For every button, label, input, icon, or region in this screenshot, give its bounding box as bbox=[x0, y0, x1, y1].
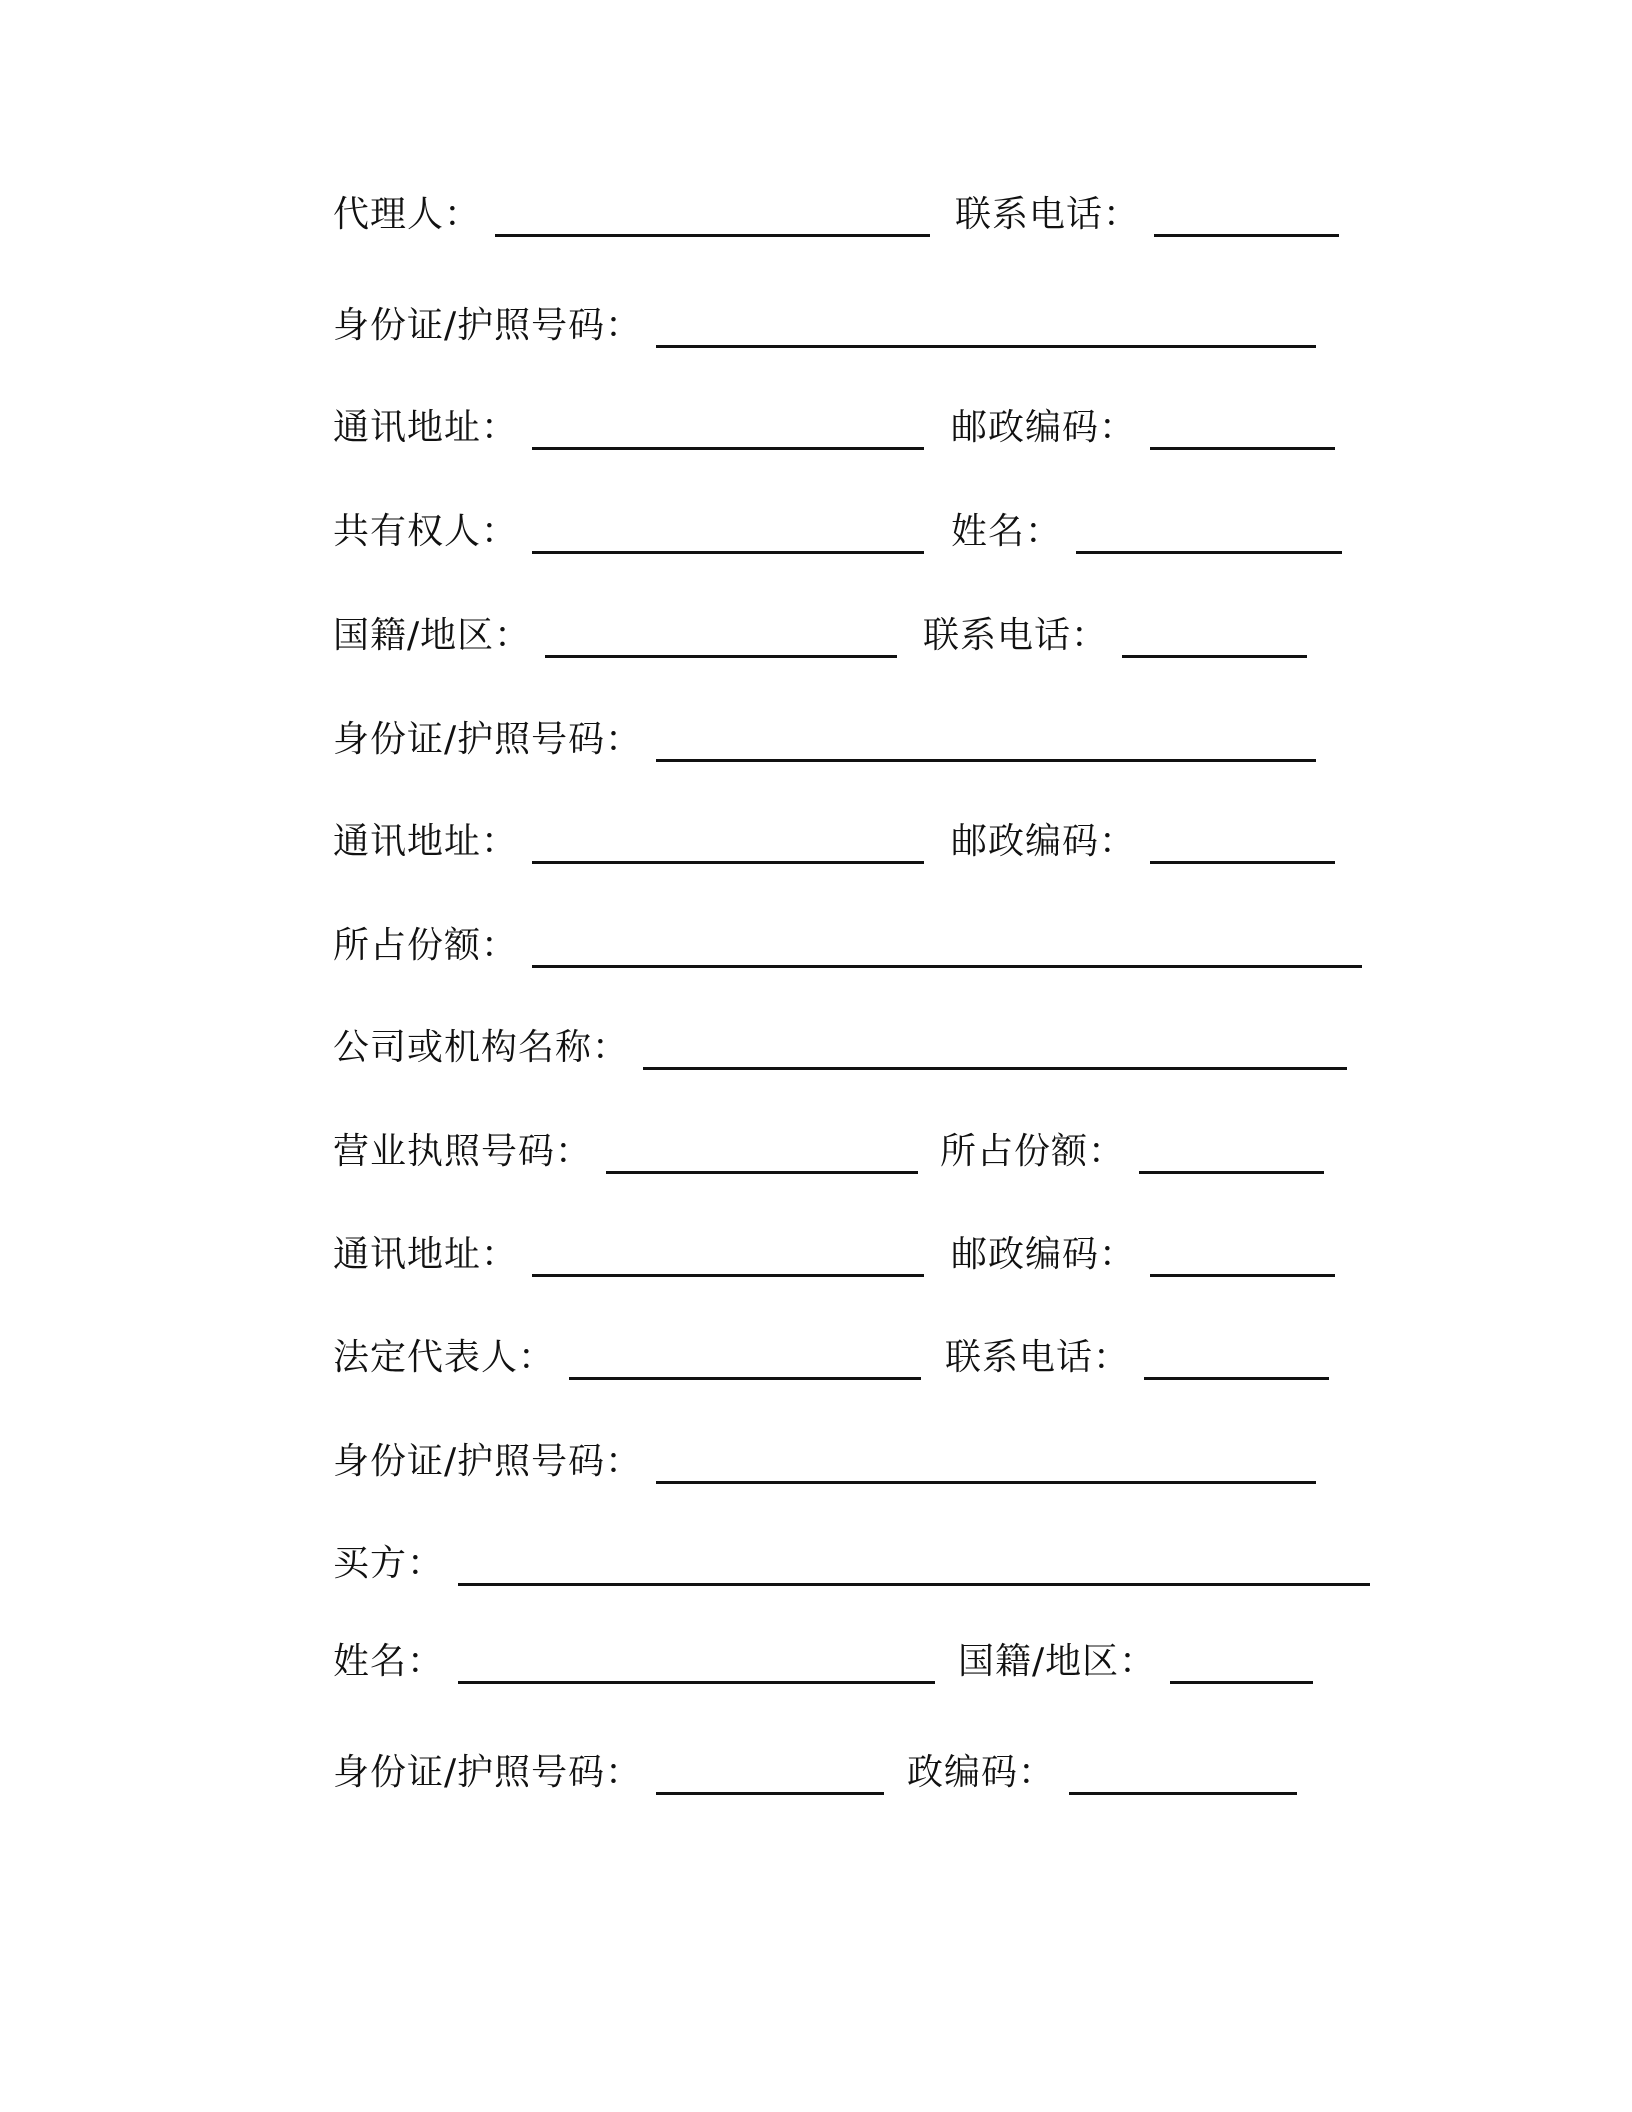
agent-address-label: 通讯地址： bbox=[333, 407, 519, 448]
legal-rep-id-label: 身份证/护照号码： bbox=[333, 1441, 643, 1482]
legal-rep-id-blank[interactable] bbox=[656, 1481, 1316, 1484]
buyer-nationality-label: 国籍/地区： bbox=[958, 1641, 1157, 1682]
buyer-id-blank[interactable] bbox=[656, 1792, 884, 1795]
co-owner-address-label: 通讯地址： bbox=[333, 821, 519, 862]
co-owner-address-blank[interactable] bbox=[532, 861, 924, 864]
buyer-postcode-field bbox=[907, 1743, 1297, 1803]
agent-phone-field bbox=[955, 185, 1339, 245]
buyer-name-field bbox=[333, 1632, 935, 1692]
buyer-blank[interactable] bbox=[458, 1583, 1370, 1586]
buyer-name-blank[interactable] bbox=[458, 1681, 935, 1684]
agent-blank[interactable] bbox=[495, 234, 930, 237]
co-owner-name-blank[interactable] bbox=[1076, 551, 1342, 554]
agent-address-field bbox=[333, 398, 924, 458]
co-owner-name-label: 姓名： bbox=[951, 511, 1063, 552]
company-postcode-blank[interactable] bbox=[1150, 1274, 1335, 1277]
business-license-field bbox=[333, 1122, 918, 1182]
co-owner-nationality-label: 国籍/地区： bbox=[333, 615, 532, 656]
co-owner-postcode-label: 邮政编码： bbox=[951, 821, 1137, 862]
company-share-label: 所占份额： bbox=[940, 1131, 1126, 1172]
co-owner-id-blank[interactable] bbox=[656, 759, 1316, 762]
buyer-field bbox=[333, 1534, 1370, 1594]
co-owner-share-blank[interactable] bbox=[532, 965, 1362, 968]
buyer-name-label: 姓名： bbox=[333, 1641, 445, 1682]
company-postcode-field bbox=[951, 1225, 1335, 1285]
company-name-blank[interactable] bbox=[643, 1067, 1347, 1070]
co-owner-label: 共有权人： bbox=[333, 511, 519, 552]
agent-postcode-field bbox=[951, 398, 1335, 458]
co-owner-field bbox=[333, 502, 924, 562]
buyer-postcode-label: 政编码： bbox=[907, 1752, 1056, 1793]
co-owner-id-field bbox=[333, 710, 1316, 770]
buyer-id-label: 身份证/护照号码： bbox=[333, 1752, 643, 1793]
company-name-label: 公司或机构名称： bbox=[333, 1027, 630, 1068]
legal-rep-id-field bbox=[333, 1432, 1316, 1492]
legal-rep-blank[interactable] bbox=[569, 1377, 921, 1380]
buyer-id-field bbox=[333, 1743, 884, 1803]
legal-rep-field bbox=[333, 1328, 921, 1388]
company-share-field bbox=[940, 1122, 1324, 1182]
buyer-nationality-field bbox=[958, 1632, 1313, 1692]
legal-rep-phone-field bbox=[945, 1328, 1329, 1388]
co-owner-share-label: 所占份额： bbox=[333, 925, 519, 966]
legal-rep-phone-label: 联系电话： bbox=[945, 1337, 1131, 1378]
agent-address-blank[interactable] bbox=[532, 447, 924, 450]
co-owner-postcode-blank[interactable] bbox=[1150, 861, 1335, 864]
company-address-field bbox=[333, 1225, 924, 1285]
company-name-field bbox=[333, 1018, 1347, 1078]
co-owner-phone-field bbox=[923, 606, 1307, 666]
co-owner-blank[interactable] bbox=[532, 551, 924, 554]
business-license-blank[interactable] bbox=[606, 1171, 918, 1174]
legal-rep-phone-blank[interactable] bbox=[1144, 1377, 1329, 1380]
co-owner-nationality-blank[interactable] bbox=[545, 655, 897, 658]
buyer-label: 买方： bbox=[333, 1543, 445, 1584]
company-postcode-label: 邮政编码： bbox=[951, 1234, 1137, 1275]
agent-field bbox=[333, 185, 930, 245]
co-owner-nationality-field bbox=[333, 606, 897, 666]
co-owner-address-field bbox=[333, 812, 924, 872]
agent-label: 代理人： bbox=[333, 194, 482, 235]
agent-id-field bbox=[333, 296, 1316, 356]
company-address-label: 通讯地址： bbox=[333, 1234, 519, 1275]
legal-rep-label: 法定代表人： bbox=[333, 1337, 556, 1378]
agent-postcode-blank[interactable] bbox=[1150, 447, 1335, 450]
co-owner-postcode-field bbox=[951, 812, 1335, 872]
co-owner-name-field bbox=[951, 502, 1342, 562]
company-share-blank[interactable] bbox=[1139, 1171, 1324, 1174]
co-owner-phone-blank[interactable] bbox=[1122, 655, 1307, 658]
co-owner-id-label: 身份证/护照号码： bbox=[333, 719, 643, 760]
agent-id-blank[interactable] bbox=[656, 345, 1316, 348]
buyer-nationality-blank[interactable] bbox=[1170, 1681, 1313, 1684]
agent-phone-label: 联系电话： bbox=[955, 194, 1141, 235]
buyer-postcode-blank[interactable] bbox=[1069, 1792, 1297, 1795]
agent-id-label: 身份证/护照号码： bbox=[333, 305, 643, 346]
business-license-label: 营业执照号码： bbox=[333, 1131, 593, 1172]
co-owner-share-field bbox=[333, 916, 1362, 976]
company-address-blank[interactable] bbox=[532, 1274, 924, 1277]
co-owner-phone-label: 联系电话： bbox=[923, 615, 1109, 656]
agent-postcode-label: 邮政编码： bbox=[951, 407, 1137, 448]
agent-phone-blank[interactable] bbox=[1154, 234, 1339, 237]
